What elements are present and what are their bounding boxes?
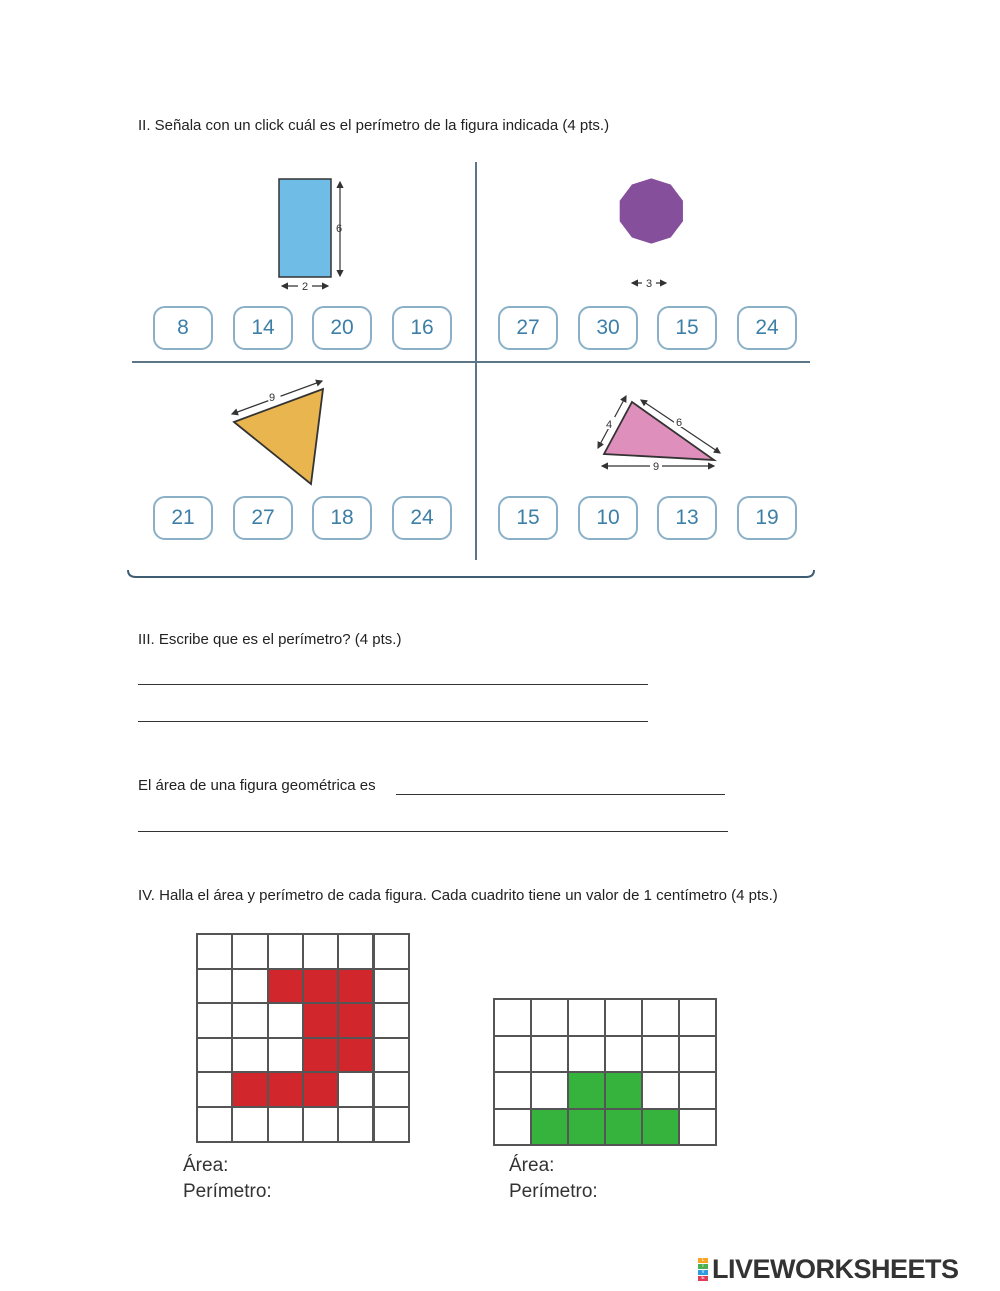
green-grid-filled-square [567, 1108, 606, 1147]
green-grid-empty-square [604, 998, 643, 1037]
red-grid-empty-square [337, 1106, 374, 1143]
green-grid-empty-square [567, 998, 606, 1037]
red-grid-empty-square [337, 933, 374, 970]
panel-bottom-border [128, 570, 814, 577]
decagon-side-label: 3 [646, 278, 653, 290]
rectangle-width-label: 2 [302, 281, 309, 293]
decagon-option-27[interactable]: 27 [498, 306, 558, 350]
red-grid-empty-square [267, 1037, 304, 1074]
brand-name: LIVEWORKSHEETS [712, 1254, 959, 1284]
scalene-option-10[interactable]: 10 [578, 496, 638, 540]
red-grid-empty-square [302, 933, 339, 970]
rectangle-option-8[interactable]: 8 [153, 306, 213, 350]
green-grid-filled-square [641, 1108, 680, 1147]
red-grid-empty-square [267, 1106, 304, 1143]
rectangle-option-14[interactable]: 14 [233, 306, 293, 350]
red-grid-empty-square [231, 933, 268, 970]
rectangle-shape [279, 179, 331, 277]
equilateral-option-18[interactable]: 18 [312, 496, 372, 540]
equilateral-option-21[interactable]: 21 [153, 496, 213, 540]
red-grid-filled-square [337, 1037, 374, 1074]
decagon-shape [620, 178, 683, 243]
red-grid-filled-square [302, 968, 339, 1005]
red-grid-filled-square [302, 1071, 339, 1108]
red-grid-empty-square [196, 1071, 233, 1108]
green-grid-filled-square [567, 1071, 606, 1110]
green-grid-empty-square [493, 1071, 532, 1110]
red-grid-empty-square [231, 1106, 268, 1143]
green-grid-empty-square [604, 1035, 643, 1074]
red-grid-empty-square [337, 1071, 374, 1108]
logo-letter-v: V [698, 1270, 708, 1275]
rectangle-height-label: 6 [336, 223, 343, 235]
scalene-option-13[interactable]: 13 [657, 496, 717, 540]
red-grid-filled-square [302, 1002, 339, 1039]
red-grid-empty-square [231, 1002, 268, 1039]
red-grid-empty-square [196, 1002, 233, 1039]
red-grid-empty-square [373, 933, 410, 970]
red-grid-empty-square [373, 1037, 410, 1074]
equilateral-side-label: 9 [269, 392, 276, 404]
green-grid-empty-square [530, 1035, 569, 1074]
perimeter-answer-line-1[interactable] [138, 684, 648, 685]
section4-title: IV. Halla el área y perímetro de cada figura. Cada cuadrito tiene un valor de 1 centímetro (4 pts.) [138, 887, 778, 904]
green-grid-filled-square [604, 1108, 643, 1147]
green-grid-empty-square [641, 998, 680, 1037]
red-grid-empty-square [267, 1002, 304, 1039]
logo-letter-l: L [698, 1258, 708, 1263]
green-grid-empty-square [641, 1035, 680, 1074]
logo-letter-e: E [698, 1276, 708, 1281]
red-grid-empty-square [231, 1037, 268, 1074]
green-grid-empty-square [678, 1071, 717, 1110]
section3-title: III. Escribe que es el perímetro? (4 pts.) [138, 631, 402, 648]
equilateral-option-27[interactable]: 27 [233, 496, 293, 540]
area-prompt: El área de una figura geométrica es [138, 777, 376, 794]
decagon-option-15[interactable]: 15 [657, 306, 717, 350]
green-grid-empty-square [493, 1035, 532, 1074]
scalene-side-a-label: 4 [606, 419, 613, 431]
section2-title: II. Señala con un click cuál es el perímetro de la figura indicada (4 pts.) [138, 117, 610, 134]
red-grid-empty-square [373, 968, 410, 1005]
figure1-perimeter-label: Perímetro: [183, 1181, 272, 1202]
equilateral-option-24[interactable]: 24 [392, 496, 452, 540]
red-figure-grid [196, 933, 410, 1143]
green-grid-empty-square [530, 1071, 569, 1110]
red-grid-filled-square [267, 968, 304, 1005]
area-answer-line-2[interactable] [138, 831, 728, 832]
scalene-side-b-label: 6 [676, 417, 683, 429]
green-grid-empty-square [678, 1035, 717, 1074]
red-grid-filled-square [231, 1071, 268, 1108]
green-grid-empty-square [493, 1108, 532, 1147]
rectangle-option-16[interactable]: 16 [392, 306, 452, 350]
area-answer-line-1[interactable] [396, 794, 725, 795]
liveworksheets-logo-icon [698, 1258, 708, 1281]
red-grid-empty-square [267, 933, 304, 970]
green-grid-empty-square [493, 998, 532, 1037]
figure1-area-label: Área: [183, 1155, 229, 1176]
scalene-option-15[interactable]: 15 [498, 496, 558, 540]
red-grid-empty-square [373, 1071, 410, 1108]
rectangle-option-20[interactable]: 20 [312, 306, 372, 350]
scalene-triangle-shape [604, 402, 714, 460]
green-grid-empty-square [567, 1035, 606, 1074]
liveworksheets-brand [698, 1254, 959, 1285]
red-grid-empty-square [231, 968, 268, 1005]
scalene-option-19[interactable]: 19 [737, 496, 797, 540]
green-grid-filled-square [530, 1108, 569, 1147]
decagon-option-24[interactable]: 24 [737, 306, 797, 350]
green-grid-empty-square [530, 998, 569, 1037]
green-grid-empty-square [678, 1108, 717, 1147]
green-grid-empty-square [678, 998, 717, 1037]
logo-letter-i: I [698, 1264, 708, 1269]
red-grid-filled-square [337, 968, 374, 1005]
red-grid-empty-square [302, 1106, 339, 1143]
figure2-area-label: Área: [509, 1155, 555, 1176]
red-grid-empty-square [373, 1002, 410, 1039]
perimeter-answer-line-2[interactable] [138, 721, 648, 722]
red-grid-filled-square [302, 1037, 339, 1074]
decagon-option-30[interactable]: 30 [578, 306, 638, 350]
scalene-side-c-label: 9 [653, 461, 660, 473]
figure2-perimeter-label: Perímetro: [509, 1181, 598, 1202]
equilateral-triangle-shape [234, 389, 323, 484]
red-grid-empty-square [196, 1037, 233, 1074]
red-grid-empty-square [373, 1106, 410, 1143]
red-grid-filled-square [337, 1002, 374, 1039]
green-grid-empty-square [641, 1071, 680, 1110]
red-grid-empty-square [196, 1106, 233, 1143]
red-grid-filled-square [267, 1071, 304, 1108]
red-grid-empty-square [196, 933, 233, 970]
green-grid-filled-square [604, 1071, 643, 1110]
green-figure-grid [493, 998, 717, 1146]
red-grid-empty-square [196, 968, 233, 1005]
